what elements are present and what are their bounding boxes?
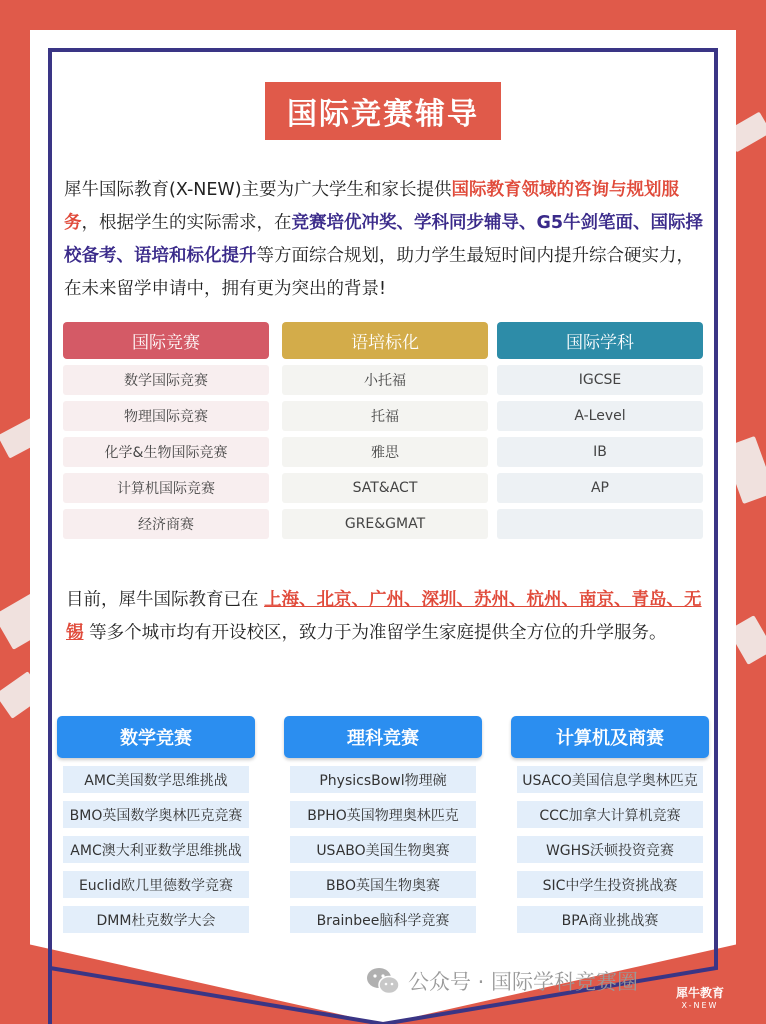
- service-column-header: 国际学科: [497, 322, 703, 359]
- service-item: IB: [497, 437, 703, 467]
- competition-item: Brainbee脑科学竞赛: [290, 906, 476, 933]
- competition-column: [57, 716, 255, 933]
- service-item: GRE&GMAT: [282, 509, 488, 539]
- brand-name-en: X-NEW: [681, 1001, 719, 1010]
- competition-item: USABO美国生物奥赛: [290, 836, 476, 863]
- competition-item: PhysicsBowl物理碗: [290, 766, 476, 793]
- page-title: 国际竞赛辅导: [287, 97, 479, 132]
- intro-text: ，根据学生的实际需求，在: [81, 213, 292, 233]
- city-text: 目前，犀牛国际教育已在: [66, 590, 265, 610]
- brand-logo: [676, 984, 724, 1010]
- service-item: [497, 509, 703, 539]
- service-item: 计算机国际竞赛: [63, 473, 269, 503]
- title-banner: [265, 82, 501, 140]
- service-item: 雅思: [282, 437, 488, 467]
- service-column: [63, 322, 269, 539]
- footer-text: 公众号 · 国际学科竞赛圈: [408, 970, 639, 994]
- competition-item: BPHO英国物理奥林匹克: [290, 801, 476, 828]
- service-item: 化学&生物国际竞赛: [63, 437, 269, 467]
- service-column-header: 国际竞赛: [63, 322, 269, 359]
- intro-text: 等方面综合规划，助力学生最短时间内提升综合硬实力，在未来留学申请中，拥有更为突出的背景!: [64, 246, 694, 299]
- service-column: [497, 322, 703, 539]
- service-item: 物理国际竞赛: [63, 401, 269, 431]
- competition-item: Euclid欧几里德数学竞赛: [63, 871, 249, 898]
- brand-name: 犀牛教育: [676, 986, 725, 1000]
- competition-column-header: 计算机及商赛: [511, 716, 709, 758]
- intro-text: 犀牛国际教育(X-NEW)主要为广大学生和家长提供: [64, 180, 452, 200]
- city-paragraph: [66, 584, 706, 650]
- competition-item: BBO英国生物奥赛: [290, 871, 476, 898]
- service-column-header: 语培标化: [282, 322, 488, 359]
- competition-item: BMO英国数学奥林匹克竞赛: [63, 801, 249, 828]
- competition-column: [511, 716, 709, 933]
- service-item: SAT&ACT: [282, 473, 488, 503]
- intro-paragraph: [64, 174, 704, 306]
- competition-item: BPA商业挑战赛: [517, 906, 703, 933]
- service-item: 数学国际竞赛: [63, 365, 269, 395]
- service-item: 经济商赛: [63, 509, 269, 539]
- service-item: A-Level: [497, 401, 703, 431]
- service-column: [282, 322, 488, 539]
- competition-item: AMC澳大利亚数学思维挑战: [63, 836, 249, 863]
- footer-watermark: [366, 966, 638, 996]
- intro-highlight: 竞赛培优冲奖、学科同步辅导、G5牛剑笔面、国际择校备考、语培和标化提升: [64, 213, 704, 266]
- city-text: 等多个城市均有开设校区，致力于为准留学生家庭提供全方位的升学服务。: [83, 623, 667, 643]
- service-item: 托福: [282, 401, 488, 431]
- competition-item: WGHS沃顿投资竞赛: [517, 836, 703, 863]
- competition-item: AMC美国数学思维挑战: [63, 766, 249, 793]
- competition-item: CCC加拿大计算机竞赛: [517, 801, 703, 828]
- competition-column-header: 理科竞赛: [284, 716, 482, 758]
- competition-column: [284, 716, 482, 933]
- competition-column-header: 数学竞赛: [57, 716, 255, 758]
- competition-item: DMM杜克数学大会: [63, 906, 249, 933]
- service-item: IGCSE: [497, 365, 703, 395]
- city-list: 上海、北京、广州、深圳、苏州、杭州、南京、青岛、无锡: [66, 590, 702, 643]
- service-item: AP: [497, 473, 703, 503]
- intro-highlight: 国际教育领域的咨询与规划服务: [64, 180, 680, 233]
- wechat-icon: [366, 967, 400, 995]
- competition-item: USACO美国信息学奥林匹克: [517, 766, 703, 793]
- service-item: 小托福: [282, 365, 488, 395]
- competition-item: SIC中学生投资挑战赛: [517, 871, 703, 898]
